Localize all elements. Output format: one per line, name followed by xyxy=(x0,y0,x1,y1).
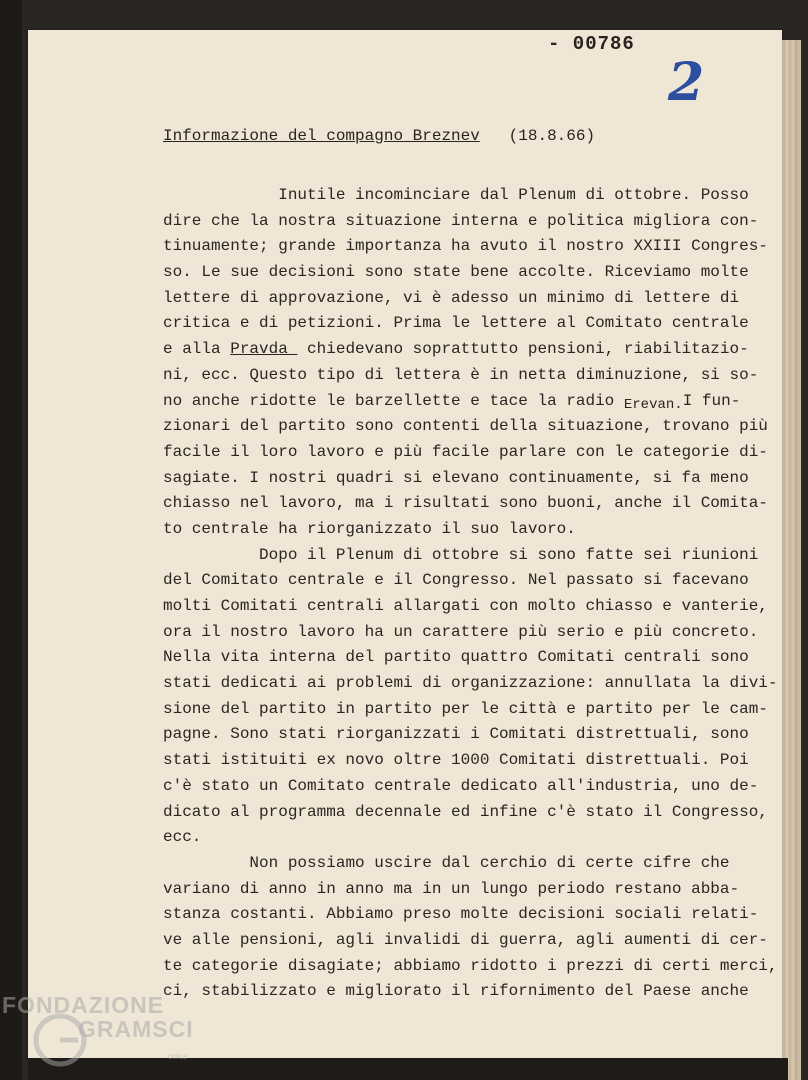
text-segment: dire che la nostra situazione interna e politica migliora con- xyxy=(163,211,759,230)
text-segment: Non possiamo uscire dal cerchio di certe cifre che xyxy=(249,853,730,872)
text-segment: Inutile incominciare dal Plenum di ottobre. Posso xyxy=(278,186,749,204)
text-line xyxy=(163,877,758,903)
watermark-line2: GRAMSCI xyxy=(78,1016,194,1042)
text-segment: sione del partito in partito per le città e partito per le cam- xyxy=(163,699,768,718)
paper-stack-edge xyxy=(779,40,801,1080)
text-line xyxy=(163,825,758,851)
text-segment: del Comitato centrale e il Congresso. Nel passato si facevano xyxy=(163,571,749,590)
text-line xyxy=(163,671,778,697)
text-line xyxy=(163,440,768,466)
text-line xyxy=(163,697,768,723)
text-segment: Dopo il Plenum di ottobre si sono fatte sei riunioni xyxy=(259,545,759,564)
text-line xyxy=(163,517,758,543)
text-segment: tinuamente; grande importanza ha avuto il nostro XXIII Congres- xyxy=(163,237,768,256)
watermark-sub: onlus xyxy=(168,1052,188,1061)
text-line xyxy=(163,260,758,286)
text-segment: te categorie disagiate; abbiamo ridotto i prezzi di certi merci, xyxy=(163,956,778,975)
text-line xyxy=(163,389,758,415)
text-line xyxy=(163,954,778,980)
document-date: (18.8.66) xyxy=(508,127,596,145)
text-segment: lettere di approvazione, vi è adesso un minimo di lettere di xyxy=(163,288,740,307)
text-line xyxy=(163,748,758,774)
text-line xyxy=(163,928,768,954)
document-title: Informazione del compagno Breznev xyxy=(163,127,480,145)
text-segment: stati dedicati ai problemi di organizzazione: annullata la divi- xyxy=(163,674,778,693)
text-line xyxy=(163,851,758,877)
text-segment: ora il nostro lavoro ha un carattere più serio e più concreto. xyxy=(163,622,759,641)
document-body xyxy=(163,183,778,1005)
text-segment: sagiate. I nostri quadri si elevano continuamente, si fa meno xyxy=(163,468,749,487)
text-line xyxy=(163,363,758,389)
text-segment: variano di anno in anno ma in un lungo periodo restano abba- xyxy=(163,879,740,898)
text-line xyxy=(163,209,758,235)
text-line xyxy=(163,311,758,337)
text-segment: dicato al programma decennale ed infine c'è stato il Congresso, xyxy=(163,802,768,821)
text-segment: stati istituiti ex novo oltre 1000 Comitati distrettuali. Poi xyxy=(163,751,749,770)
text-segment: chiedevano soprattutto pensioni, riabilitazio- xyxy=(297,340,749,359)
text-segment: to centrale ha riorganizzato il suo lavoro. xyxy=(163,519,576,538)
text-segment: c'è stato un Comitato centrale dedicato all'industria, uno de- xyxy=(163,776,759,795)
text-segment: Nella vita interna del partito quattro Comitati centrali sono xyxy=(163,648,749,667)
text-segment: I fun- xyxy=(682,391,741,410)
text-segment: e alla xyxy=(163,340,231,359)
text-line xyxy=(163,645,758,671)
underlined-text: Pravda xyxy=(230,340,298,359)
text-line xyxy=(163,594,768,620)
text-line xyxy=(163,774,758,800)
text-line xyxy=(163,183,758,209)
text-line xyxy=(163,543,758,569)
text-segment: ni, ecc. Questo tipo di lettera è in netta diminuzione, si so- xyxy=(163,365,759,384)
text-line xyxy=(163,722,758,748)
text-segment: no anche ridotte le barzellette e tace la radio xyxy=(163,391,624,410)
text-line xyxy=(163,414,768,440)
text-segment: ci, stabilizzato e migliorato il rifornimento del Paese anche xyxy=(163,982,749,1001)
text-line xyxy=(163,234,768,260)
document-number: - 00786 xyxy=(548,33,635,55)
text-segment: ve alle pensioni, agli invalidi di guerra, agli aumenti di cer- xyxy=(163,930,768,949)
text-segment: critica e di petizioni. Prima le lettere al Comitato centrale xyxy=(163,314,749,333)
text-line xyxy=(163,800,768,826)
text-line xyxy=(163,286,758,312)
text-segment: stanza costanti. Abbiamo preso molte decisioni sociali relati- xyxy=(163,905,759,924)
page-number: 2 xyxy=(668,52,705,113)
text-segment: ecc. xyxy=(163,828,202,847)
text-line xyxy=(163,568,758,594)
scan-bottom-edge xyxy=(28,1058,788,1080)
document-title-line xyxy=(163,127,595,145)
text-line xyxy=(163,620,758,646)
text-segment: so. Le sue decisioni sono state bene accolte. Riceviamo molte xyxy=(163,263,749,282)
text-segment: facile il loro lavoro e più facile parlare con le categorie di- xyxy=(163,442,768,461)
text-line xyxy=(163,337,758,363)
text-segment: Erevan. xyxy=(623,396,683,413)
scan-left-edge xyxy=(0,0,22,1080)
text-segment: zionari del partito sono contenti della situazione, trovano più xyxy=(163,417,768,436)
watermark-line1: FONDAZIONE xyxy=(2,992,165,1018)
text-segment: molti Comitati centrali allargati con molto chiasso e vanterie, xyxy=(163,597,768,615)
text-line xyxy=(163,902,758,928)
text-line xyxy=(163,979,758,1005)
text-line xyxy=(163,466,758,492)
text-segment: chiasso nel lavoro, ma i risultati sono buoni, anche il Comita- xyxy=(163,494,768,513)
text-segment: pagne. Sono stati riorganizzati i Comitati distrettuali, sono xyxy=(163,725,749,744)
text-line xyxy=(163,491,768,517)
